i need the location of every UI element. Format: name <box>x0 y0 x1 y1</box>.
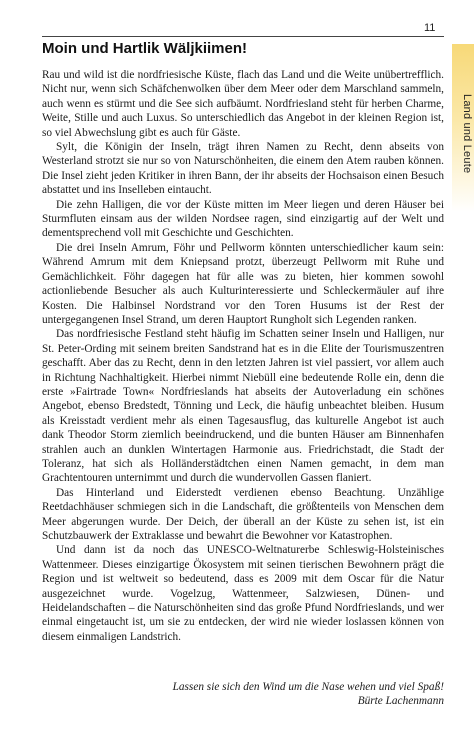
paragraph: Sylt, die Königin der Inseln, trägt ihren Namen zu Recht, denn abseits von Westerland strotzt sie nur so von Naturschönheiten, die einem den Atem rauben können. Die Insel zieht jeden Kritiker in ihren Bann, der ihr abseits der Hochsaison einen Besuch abstattet und ins Inselleben eintaucht. <box>42 141 444 197</box>
paragraph: Rau und wild ist die nordfriesische Küste, flach das Land und die Weite unübertrefflich. Nicht nur, wenn sich Schäfchenwolken über dem Meer oder dem Marschland sammeln, auch wenn es stürmt und die See sich aufbäumt. Nordfriesland steht für herben Charme, Weite, Stille und auch Luxus. So unterschiedlich das Angebot in der kleinen Region ist, so viel Abwechslung gibt es auch für Gäste. <box>42 69 444 139</box>
page-title: Moin und Hartlik Wäljkiimen! <box>42 40 248 57</box>
paragraph: Die zehn Halligen, die vor der Küste mitten im Meer liegen und deren Häuser bei Sturmfluten einsam aus der wilden Nordsee ragen, sind einzigartig auf der Welt und dementsprechend voll mit Geschichte und Geschichten. <box>42 198 444 240</box>
paragraph: Und dann ist da noch das UNESCO-Weltnaturerbe Schleswig-Holsteinisches Wattenmeer. Dieses einzigartige Ökosystem mit seinen tierischen Bewohnern prägt die Region und ist weltweit so bedeutend, dass es 2009 mit dem Oscar für die Natur ausgezeichnet wurde. Vogelzug, Wattenmeer, Salzwiesen, Dünen- und Heidelandschaften – die Naturschönheiten sind das große Pfund Nordfrieslands, und wer einmal eingetaucht ist, um sie zu entdecken, der wird nie wieder loslassen können von diesem einmaligen Landstrich. <box>42 544 444 643</box>
paragraph: Das Hinterland und Eiderstedt verdienen ebenso Beachtung. Unzählige Reetdachhäuser schmiegen sich in die Landschaft, die größtenteils von Menschen dem Meer abgerungen wurde. Der Deich, der überall an der Küste zu sehen ist, ist ein Schutzbauwerk der Extraklasse und bewahrt die Bewohner vor Katastrophen. <box>42 486 444 542</box>
article-body <box>42 68 444 644</box>
author-signature: Bürte Lachenmann <box>357 695 444 708</box>
header-rule <box>42 36 444 37</box>
section-tab-label: Land und Leute <box>461 94 473 174</box>
paragraph: Die drei Inseln Amrum, Föhr und Pellworm könnten unterschiedlicher kaum sein: Während Amrum mit dem Kniepsand protzt, überzeugt Pellworm mit Ruhe und Gemächlichkeit. Föhr dagegen hat für alle was zu bieten, hier kommen sowohl actionliebende Besucher als auch Kulturinteressierte und Schleckermäuler auf ihre Kosten. Die Halbinsel Nordstrand vor den Toren Husums ist der Rest der untergegangenen Insel Strand, um deren Hauptort Rungholt sich Legenden ranken. <box>42 241 444 326</box>
paragraph: Das nordfriesische Festland steht häufig im Schatten seiner Inseln und Halligen, nur St. Peter-Ording mit seinem breiten Sandstrand hat es in die Elite der Tourismuszentren geschafft. Aber das zu Recht, denn in den letzten Jahren ist viel passiert, vor allem auch in Richtung Nachhaltigkeit. Hierbei nimmt Niebüll eine bedeutende Rolle ein, denn die erste »Fairtrade Town« Nordfrieslands hat abseits der Autoverladung ein schönes Angebot, ebenso Bredstedt, Tönning und Leck, die häufig unbeachtet bleiben. Husum als Kreisstadt verdient mehr als einen Tagesausflug, das kulturelle Angebot ist auch dank Theodor Storm ziemlich beeindruckend, und die bunten Häuser am Binnenhafen strahlen auch an dunklen Wintertagen Harmonie aus. Friedrichstadt, die Stadt der Toleranz, hat sich als Holländerstädtchen einen Namen gemacht, in dem man Grachtentouren unternimmt und durch die wundervollen Gassen flaniert. <box>42 328 444 485</box>
page-number: 11 <box>424 22 436 34</box>
closing-line: Lassen sie sich den Wind um die Nase wehen und viel Spaß! <box>172 681 444 693</box>
closing-block <box>42 680 444 709</box>
